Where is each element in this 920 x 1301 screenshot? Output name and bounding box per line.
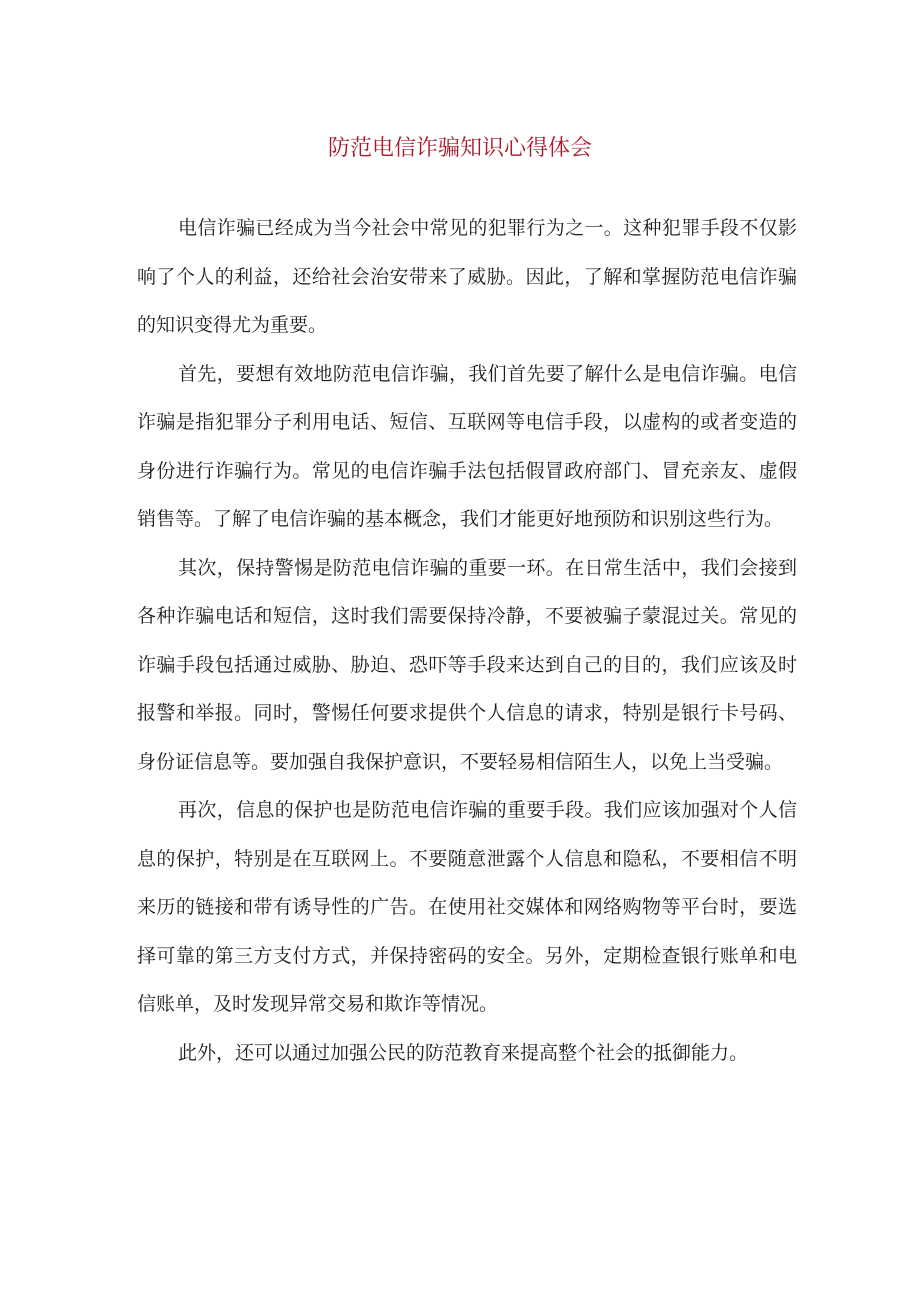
paragraph-second: 其次，保持警惕是防范电信诈骗的重要一环。在日常生活中，我们会接到各种诈骗电话和短信，这时我们需要保持冷静，不要被骗子蒙混过关。常见的诈骗手段包括通过威胁、胁迫、恐吓等手段来达到自己的目的，我们应该及时报警和举报。同时，警惕任何要求提供个人信息的请求，特别是银行卡号码、身份证信息等。要加强自我保护意识，不要轻易相信陌生人，以免上当受骗。 — [137, 556, 797, 773]
document-body — [137, 204, 797, 1077]
paragraph-intro: 电信诈骗已经成为当今社会中常见的犯罪行为之一。这种犯罪手段不仅影响了个人的利益，还给社会治安带来了威胁。因此，了解和掌握防范电信诈骗的知识变得尤为重要。 — [137, 217, 797, 336]
paragraph-first: 首先，要想有效地防范电信诈骗，我们首先要了解什么是电信诈骗。电信诈骗是指犯罪分子利用电话、短信、互联网等电信手段，以虚构的或者变造的身份进行诈骗行为。常见的电信诈骗手法包括假冒政府部门、冒充亲友、虚假销售等。了解了电信诈骗的基本概念，我们才能更好地预防和识别这些行为。 — [137, 362, 797, 530]
document-title: 防范电信诈骗知识心得体会 — [327, 136, 592, 161]
paragraph-third: 再次，信息的保护也是防范电信诈骗的重要手段。我们应该加强对个人信息的保护，特别是在互联网上。不要随意泄露个人信息和隐私，不要相信不明来历的链接和带有诱导性的广告。在使用社交媒体和网络购物等平台时，要选择可靠的第三方支付方式，并保持密码的安全。另外，定期检查银行账单和电信账单，及时发现异常交易和欺诈等情况。 — [137, 799, 797, 1015]
paragraph-fourth: 此外，还可以通过加强公民的防范教育来提高整个社会的抵御能力。 — [178, 1041, 749, 1064]
